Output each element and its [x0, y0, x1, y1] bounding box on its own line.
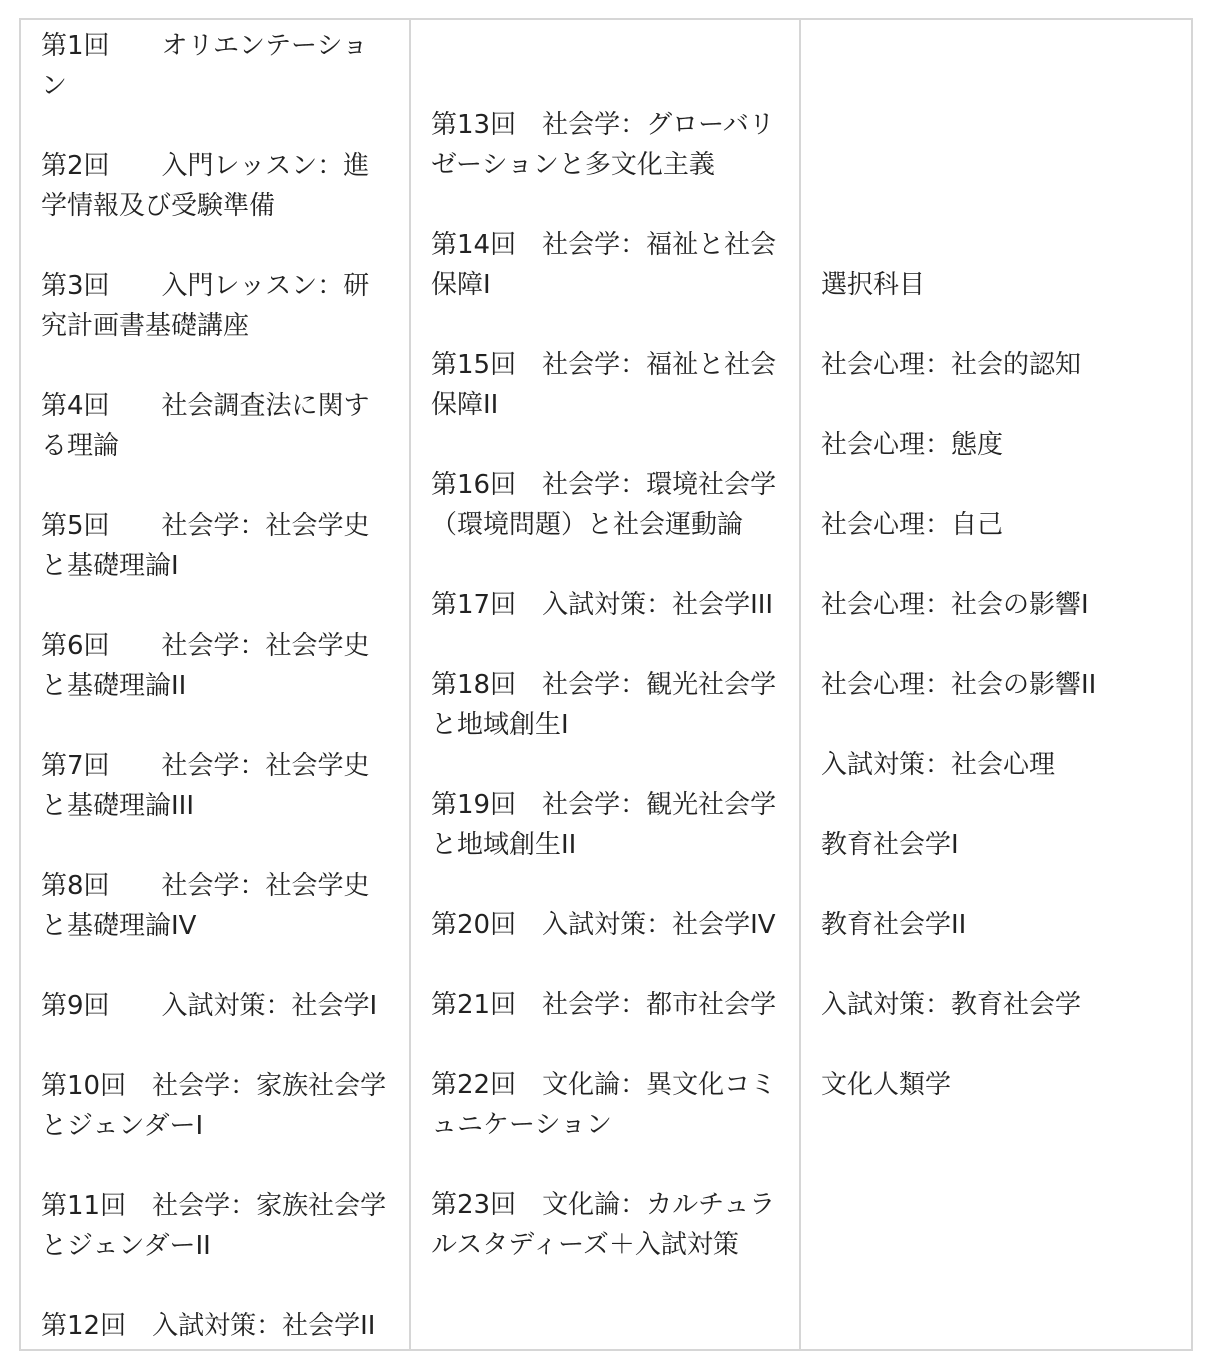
list-item: 第14回 社会学：福祉と社会保障I: [431, 229, 777, 300]
list-item: 第5回 社会学：社会学史と基礎理論I: [41, 511, 370, 581]
list-item: 入試対策：社会心理: [821, 749, 1056, 780]
list-item: 第8回 社会学：社会学史と基礎理論IV: [41, 871, 370, 941]
list-item: 第21回 社会学：都市社会学: [431, 989, 777, 1020]
list-item: 第18回 社会学：観光社会学と地域創生I: [431, 669, 777, 740]
table-row: [20, 19, 1192, 1350]
column-sessions-13-23: [410, 19, 800, 1350]
list-item: 社会心理：自己: [821, 509, 1004, 540]
list-item: 第12回 入試対策：社会学II: [41, 1311, 376, 1341]
list-item: 第16回 社会学：環境社会学（環境問題）と社会運動論: [431, 469, 777, 540]
list-item: 社会心理：社会的認知: [821, 349, 1082, 380]
list-item: 社会心理：社会の影響I: [821, 589, 1089, 620]
list-item: 第9回 入試対策：社会学I: [41, 991, 378, 1021]
list-item: 社会心理：社会の影響II: [821, 669, 1097, 700]
list-item: 第20回 入試対策：社会学IV: [431, 909, 776, 940]
list-item: 第17回 入試対策：社会学III: [431, 589, 774, 620]
list-item: 第10回 社会学：家族社会学とジェンダーI: [41, 1071, 387, 1141]
curriculum-table: [19, 18, 1193, 1351]
list-item: 第19回 社会学：観光社会学と地域創生II: [431, 789, 777, 860]
list-item: 第22回 文化論：異文化コミュニケーション: [431, 1069, 777, 1140]
list-item: 第13回 社会学：グローバリゼーションと多文化主義: [431, 109, 775, 180]
list-item: 第6回 社会学：社会学史と基礎理論II: [41, 631, 370, 701]
column-sessions-1-12: [20, 19, 410, 1350]
list-item: 教育社会学II: [821, 909, 967, 940]
list-item: 第23回 文化論：カルチュラルスタディーズ＋入試対策: [431, 1189, 776, 1260]
list-item: 社会心理：態度: [821, 429, 1004, 460]
list-item: 選択科目: [821, 269, 926, 300]
list-item: 第4回 社会調査法に関する理論: [41, 391, 370, 461]
list-item: 教育社会学I: [821, 829, 959, 860]
list-item: 第2回 入門レッスン：進学情報及び受験準備: [41, 151, 370, 221]
list-item: 第15回 社会学：福祉と社会保障II: [431, 349, 777, 420]
list-item: 文化人類学: [821, 1069, 952, 1100]
list-item: 第7回 社会学：社会学史と基礎理論III: [41, 751, 370, 821]
list-item: 第11回 社会学：家族社会学とジェンダーII: [41, 1191, 387, 1261]
column-elective-subjects: [800, 19, 1192, 1350]
list-item: 第1回 オリエンテーション: [41, 31, 368, 101]
list-item: 第3回 入門レッスン：研究計画書基礎講座: [41, 271, 370, 341]
list-item: 入試対策：教育社会学: [821, 989, 1082, 1020]
